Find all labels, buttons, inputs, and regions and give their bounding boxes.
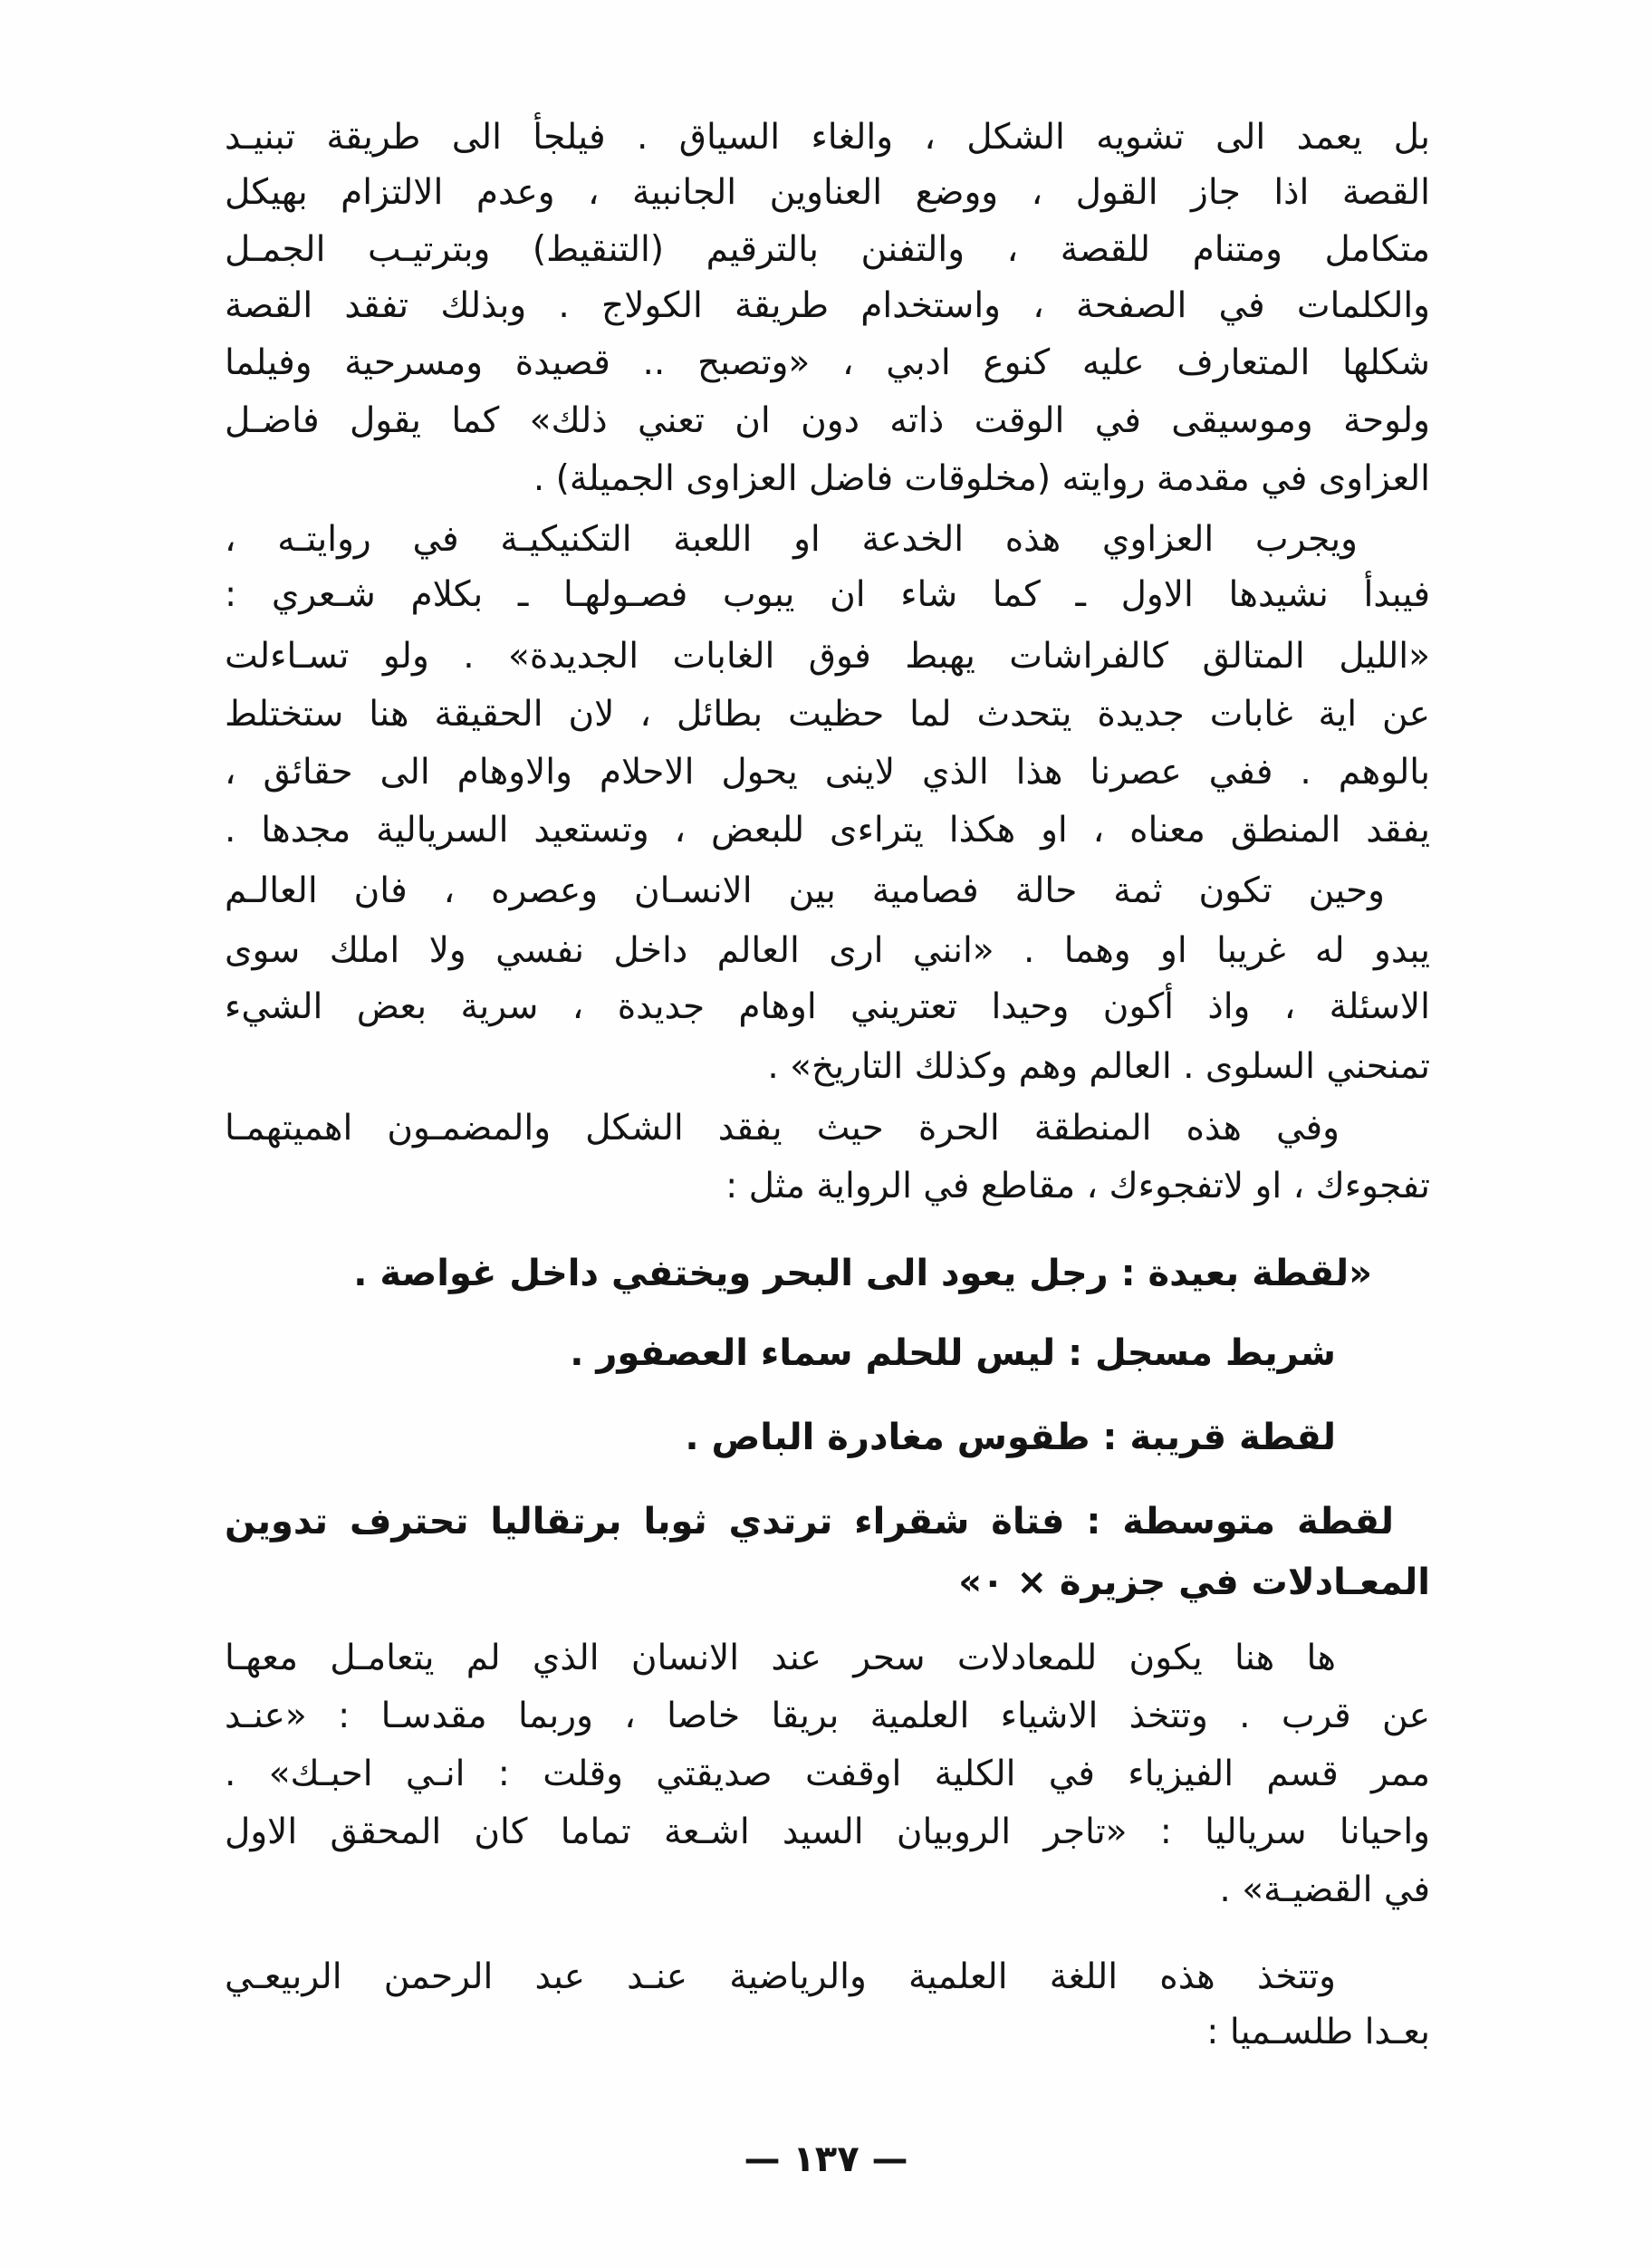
text-line: متكامل ومتنام للقصة ، والتفنن بالترقيم (التنقيط) وبترتيـب الجمـل <box>225 229 1430 270</box>
text-line: تمنحني السلوى . العالم وهم وكذلك التاريخ» . <box>767 1046 1430 1087</box>
text-line: عن اية غابات جديدة يتحدث لما حظيت بطائل ، لان الحقيقة هنا ستختلط <box>225 694 1430 735</box>
text-line: وفي هذه المنطقة الحرة حيث يفقد الشكل والمضمـون اهميتهمـا <box>225 1108 1340 1148</box>
page-number: — ١٣٧ — <box>744 2138 908 2180</box>
text-line: الاسئلة ، واذ أكون وحيدا تعتريني اوهام جديدة ، سرية بعض الشيء <box>225 986 1430 1027</box>
text-line: تفجوءك ، او لاتفجوءك ، مقاطع في الرواية مثل : <box>725 1166 1430 1206</box>
excerpt-line: شريط مسجل : ليس للحلم سماء العصفور . <box>570 1332 1336 1374</box>
text-line: والكلمات في الصفحة ، واستخدام طريقة الكولاج . وبذلك تفقد القصة <box>225 285 1430 326</box>
text-line: وحين تكون ثمة حالة فصامية بين الانسـان وعصره ، فان العالـم <box>225 870 1385 911</box>
text-line: العزاوى في مقدمة روايته (مخلوقات فاضل العزاوى الجميلة) . <box>533 458 1430 499</box>
excerpt-line: المعـادلات في جزيرة × ٠» <box>958 1562 1430 1603</box>
text-line: في القضيـة» . <box>1219 1869 1430 1910</box>
text-line: فيبدأ نشيدها الاول ـ كما شاء ان يبوب فصـولهـا ـ بكلام شـعري : <box>225 574 1430 615</box>
text-line: يفقد المنطق معناه ، او هكذا يتراءى للبعض ، وتستعيد السريالية مجدها . <box>225 810 1430 850</box>
excerpt-line: لقطة متوسطة : فتاة شقراء ترتدي ثوبا برتقاليا تحترف تدوين <box>225 1501 1394 1542</box>
text-line: بل يعمد الى تشويه الشكل ، والغاء السياق . فيلجأ الى طريقة تبنيـد <box>225 117 1430 158</box>
text-line: ها هنا يكون للمعادلات سحر عند الانسان الذي لم يتعامـل معهـا <box>225 1638 1336 1678</box>
text-line: القصة اذا جاز القول ، ووضع العناوين الجانبية ، وعدم الالتزام بهيكل <box>225 172 1430 213</box>
text-line: وتتخذ هذه اللغة العلمية والرياضية عنـد عبد الرحمن الربيعـي <box>225 1956 1336 1997</box>
excerpt-line: لقطة قريبة : طقوس مغادرة الباص . <box>685 1417 1336 1458</box>
text-line: «الليل المتالق كالفراشات يهبط فوق الغابات الجديدة» . ولو تسـاءلت <box>225 636 1430 677</box>
text-line: ويجرب العزاوي هذه الخدعة او اللعبة التكنيكيـة في روايتـه ، <box>225 519 1358 560</box>
text-line: ولوحة وموسيقى في الوقت ذاته دون ان تعني ذلك» كما يقول فاضـل <box>225 400 1430 441</box>
text-line: يبدو له غريبا او وهما . «انني ارى العالم داخل نفسي ولا املك سوى <box>225 930 1430 971</box>
text-line: ممر قسم الفيزياء في الكلية اوقفت صديقتي وقلت : انـي احبـك» . <box>225 1754 1430 1794</box>
text-line: عن قرب . وتتخذ الاشياء العلمية بريقا خاصا ، وربما مقدسـا : «عنـد <box>225 1696 1430 1736</box>
text-line: بالوهم . ففي عصرنا هذا الذي لاينى يحول الاحلام والاوهام الى حقائق ، <box>225 752 1430 793</box>
text-line: واحيانا سرياليا : «تاجر الروبيان السيد اشـعة تماما كان المحقق الاول <box>225 1812 1430 1852</box>
text-line: بعـدا طلسـميا : <box>1206 2012 1430 2052</box>
text-line: شكلها المتعارف عليه كنوع ادبي ، «وتصبح .. قصيدة ومسرحية وفيلما <box>225 342 1430 383</box>
excerpt-line: «لقطة بعيدة : رجل يعود الى البحر ويختفي داخل غواصة . <box>353 1253 1372 1294</box>
